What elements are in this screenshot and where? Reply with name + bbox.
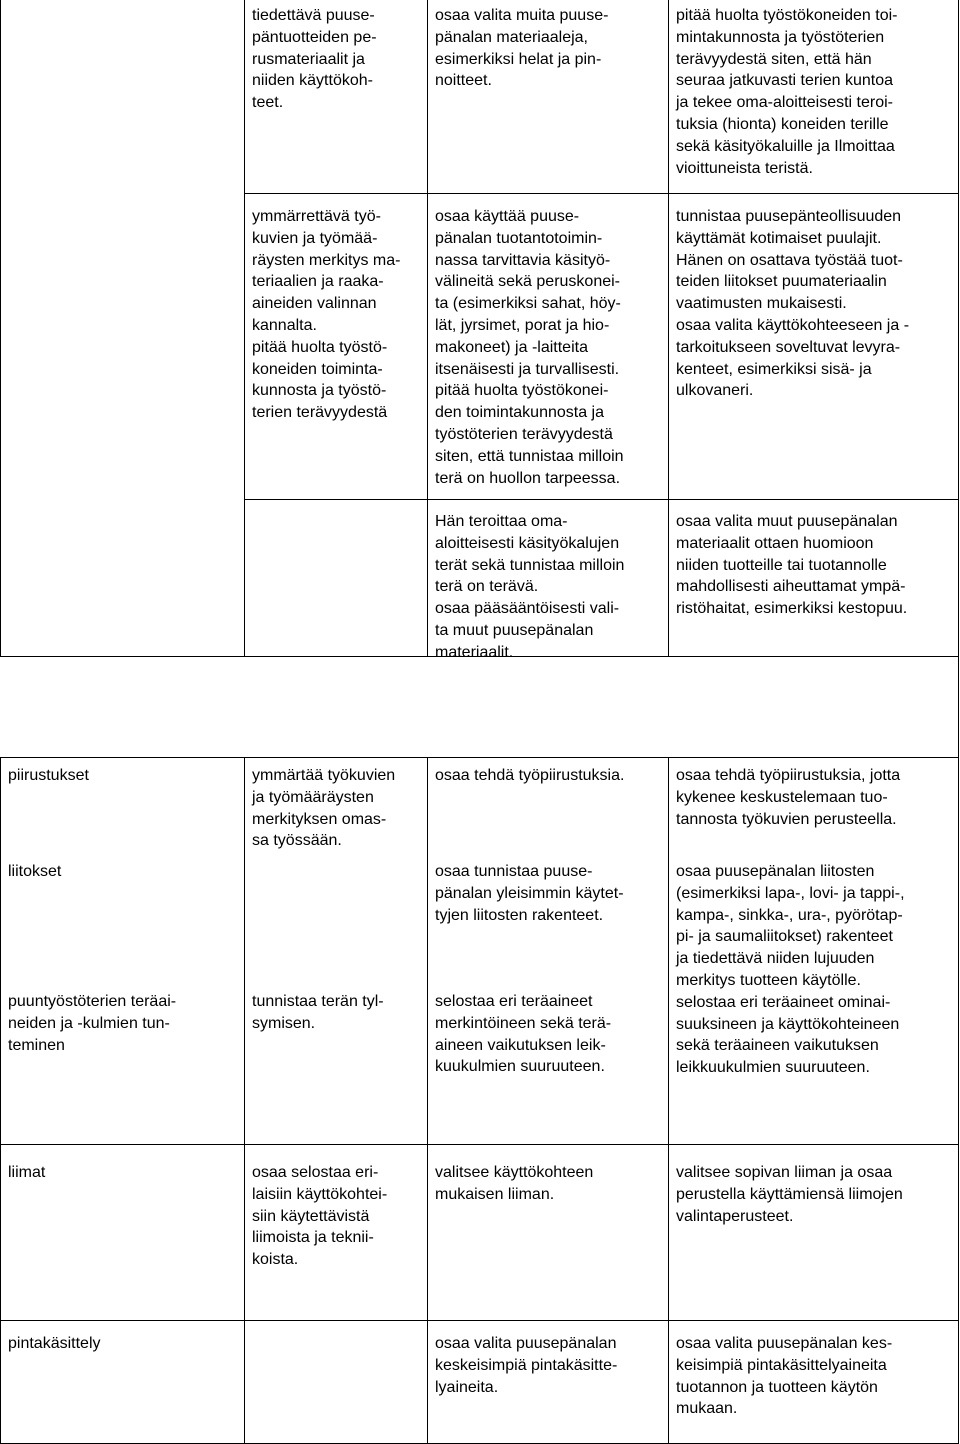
r5-col1-text: liimat (8, 1164, 46, 1181)
r1-col3-text: osaa valita muita puuse- pänalan materiaaleja, esimerkiksi helat ja pin- noitteet. (435, 7, 609, 90)
r4-col3c-text: selostaa eri teräaineet merkintöineen sekä terä- aineen vaikutuksen leik- kuukulmien suuruuteen. (435, 993, 612, 1076)
grid-line-row4 (0, 757, 959, 758)
grid-line-col4 (668, 0, 669, 656)
r4-col1a-text: piirustukset (8, 767, 89, 784)
r5-col4-text: valitsee sopivan liiman ja osaa perustella käyttämiensä liimojen valintaperusteet. (676, 1164, 903, 1225)
r6-col4-text: osaa valita puusepänalan kes- keisimpiä pintakäsittelyaineita tuotannon ja tuotteen käytön mukaan. (676, 1335, 893, 1418)
grid-line-col1-left (0, 757, 1, 1444)
r4-col2b-text: tunnistaa terän tyl- symisen. (252, 993, 384, 1032)
r4-col3b-text: osaa tunnistaa puuse- pänalan yleisimmin käytet- tyjen liitosten rakenteet. (435, 863, 624, 924)
grid-line-row5 (0, 1144, 959, 1145)
r4-col1c-text: puuntyöstöterien teräai- neiden ja -kulmien tun- teminen (8, 993, 177, 1054)
grid-line-row6 (0, 1320, 959, 1321)
r4-col4a-text: osaa tehdä työpiirustuksia, jotta kykenee keskustelemaan tuo- tannosta työkuvien perusteella. (676, 767, 901, 828)
r5-col2-text: osaa selostaa eri- laisiin käyttökohtei- siin käytettävistä liimoista ja teknii- koista. (252, 1164, 388, 1269)
grid-line-col2-lower (244, 757, 245, 1444)
r2-col4-text: tunnistaa puusepänteollisuuden käyttämät kotimaiset puulajit. Hänen on osattava työstää tuot- teiden liitokset puumateriaalin vaatimusten mukaisesti. osaa valita käyttökohteeseen ja - tarkoitukseen soveltuvat levyra- kenteet, esimerkiksi sisä- ja ulkovaneri. (676, 208, 910, 400)
r3-col4-text: osaa valita muut puusepänalan materiaalit ottaen huomioon niiden tuotteille tai tuotannolle mahdollisesti aiheuttamat ympä- ristöhaitat, esimerkiksi kestopuu. (676, 513, 908, 618)
grid-line-right (958, 0, 959, 1444)
r3-col3-text: Hän teroittaa oma- aloitteisesti käsityökalujen terät sekä tunnistaa milloin terä on terävä. osaa pääsääntöisesti vali- ta muut puusepänalan materiaalit. (435, 513, 625, 661)
r4-col2a-text: ymmärtää työkuvien ja työmääräysten merkityksen omas- sa työssään. (252, 767, 396, 850)
grid-line-col3 (427, 0, 428, 656)
r6-col3-text: osaa valita puusepänalan keskeisimpiä pintakäsitte- lyaineita. (435, 1335, 618, 1396)
grid-line-col4-lower (668, 757, 669, 1444)
r4-col1b-text: liitokset (8, 863, 62, 880)
r4-col4b-text: osaa puusepänalan liitosten (esimerkiksi lapa-, lovi- ja tappi-, kampa-, sinkka-, ura-, pyörötap- pi- ja saumaliitokset) rakenteet ja tiedettävä niiden lujuuden merkitys tuotteen käytölle. selostaa eri teräaineet ominai- suuksineen ja käyttökohteineen sekä teräaineen vaikutuksen leikkuukulmien suuruuteen. (676, 863, 905, 1077)
grid-line-col2 (244, 0, 245, 656)
r2-col2-text: ymmärrettävä työ- kuvien ja työmää- räysten merkitys ma- teriaalien ja raaka- aineiden valinnan kannalta. pitää huolta työstö- koneiden toiminta- kunnosta ja työstö- terien terävyydestä (252, 208, 401, 422)
r1-col2-text: tiedettävä puuse- päntuotteiden pe- rusmateriaalit ja niiden käyttökoh- teet. (252, 7, 377, 112)
r6-col1-text: pintakäsittely (8, 1335, 101, 1352)
r5-col3-text: valitsee käyttökohteen mukaisen liiman. (435, 1164, 594, 1203)
r4-col3a-text: osaa tehdä työpiirustuksia. (435, 767, 625, 784)
grid-line-row1 (244, 193, 959, 194)
grid-line-row2 (244, 499, 959, 500)
grid-line-col3-lower (427, 757, 428, 1444)
grid-line-left-upper (0, 0, 1, 656)
r1-col4-text: pitää huolta työstökoneiden toi- mintakunnosta ja työstöterien terävyydestä siten, että hän seuraa jatkuvasti terien kuntoa ja tekee oma-aloitteisesti teroi- tuksia (hionta) koneiden terille sekä käsityökaluille ja Ilmoittaa vioittuneista teristä. (676, 7, 898, 177)
r2-col3-text: osaa käyttää puuse- pänalan tuotantotoimin- nassa tarvittavia käsityö- välineitä sekä peruskonei- ta (esimerkiksi sahat, höy- lät, jyrsimet, porat ja hio- makoneet) ja -laitteita itsenäisesti ja turvallisesti. pitää huolta työstökonei- den toimintakunnosta ja työstöterien terävyydestä siten, että tunnistaa milloin terä on huollon tarpeessa. (435, 208, 624, 487)
